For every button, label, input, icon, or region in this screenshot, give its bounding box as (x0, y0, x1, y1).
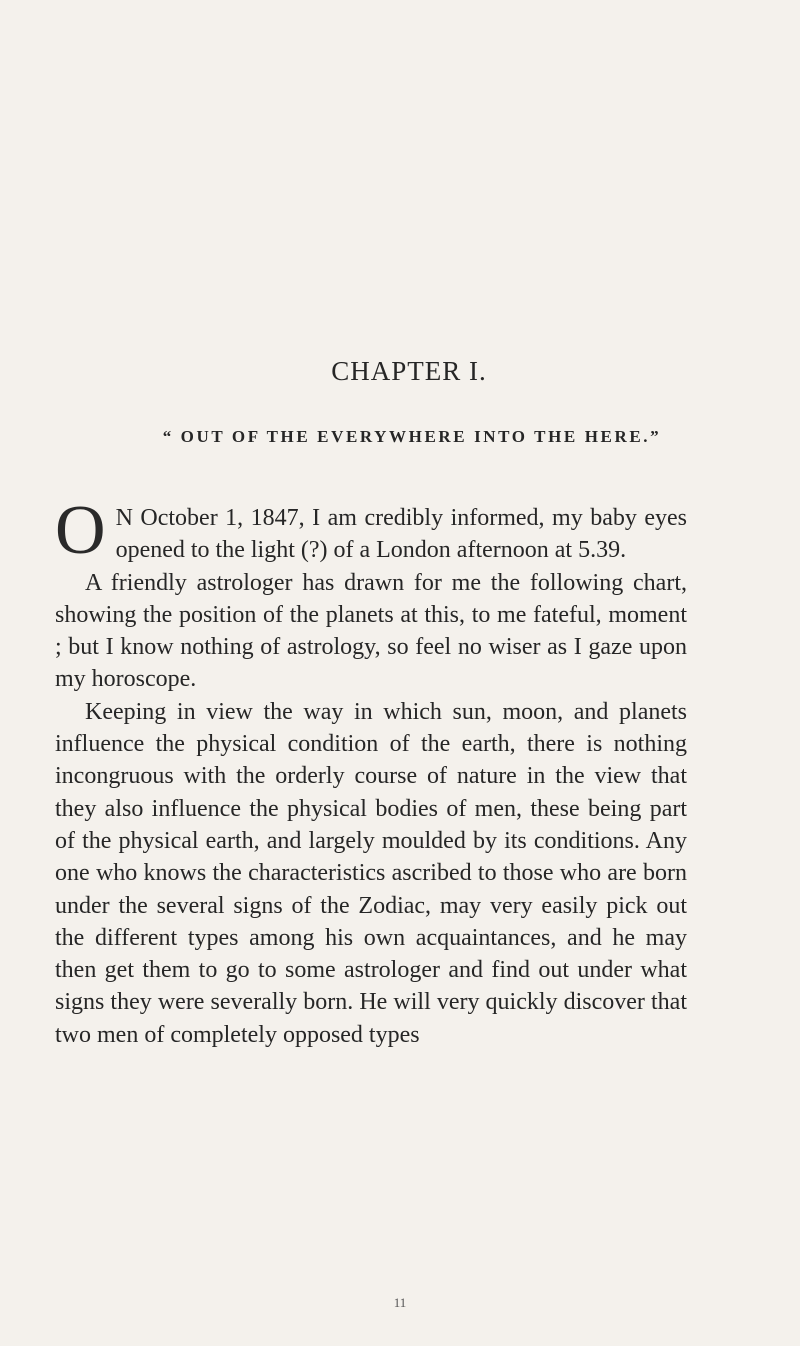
paragraph-1 (55, 492, 687, 569)
page-number: 11 (393, 1295, 407, 1310)
paragraph-2: A friendly astrologer has drawn for me the following chart, showing the position of the planets at this, to me fateful, moment ; but I know nothing of astrology, so feel no wiser as I gaze upon my horoscope. (55, 569, 687, 693)
chapter-heading: CHAPTER I. (331, 356, 487, 386)
drop-cap: O (55, 492, 106, 569)
paragraph-3: Keeping in view the way in which sun, moon, and planets influence the physical condition of the earth, there is nothing incongruous with the orderly course of nature in the view that they also influence the physical bodies of men, these being part of the physical earth, and largely moulded by its conditions. Any one who knows the characteristics ascribed to those who are born under the several signs of the Zodiac, may very easily pick out the different types among his own acquaintances, and he may then get them to go to some astrologer and find out under what signs they were severally born. He will very quickly discover that two men of completely opposed types (55, 698, 687, 1048)
paragraph-1-text: N October 1, 1847, I am credibly informed, my baby eyes opened to the light (?) of a London afternoon at 5.39. (115, 505, 687, 564)
body-text (55, 492, 687, 1051)
chapter-epigraph: “ OUT OF THE EVERYWHERE INTO THE HERE.” (162, 427, 662, 446)
